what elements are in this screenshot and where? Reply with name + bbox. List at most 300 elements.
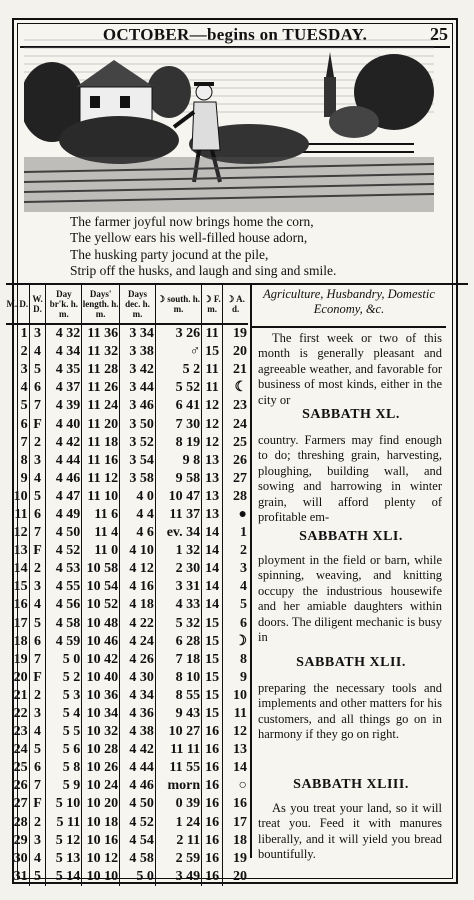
table-cell: 4: [20, 380, 28, 396]
table-cell: 4 30: [120, 669, 156, 687]
table-cell: 10 32: [82, 723, 120, 741]
table-cell: 0 39: [155, 795, 201, 813]
table-cell: 3 44: [120, 379, 156, 397]
table-cell: 13: [202, 470, 223, 488]
header-days-dec: Days dec. h. m.: [120, 285, 156, 324]
table-cell: 7: [20, 434, 28, 450]
table-cell: ev. 34: [155, 524, 201, 542]
table-row: [6, 324, 248, 343]
table-cell: 7: [29, 777, 46, 795]
table-cell: 6: [29, 379, 46, 397]
table-row: [6, 759, 248, 777]
table-cell: 4 35: [46, 361, 82, 379]
table-cell: 18: [223, 832, 248, 850]
table-cell: 10 18: [82, 814, 120, 832]
table-cell: 3: [29, 578, 46, 596]
table-cell: 7: [29, 524, 46, 542]
table-row: [6, 615, 248, 633]
table-cell: 4 33: [155, 596, 201, 614]
table-cell: 10 36: [82, 687, 120, 705]
table-cell: 12: [202, 434, 223, 452]
table-cell: 11: [202, 324, 223, 343]
table-cell: ●: [223, 506, 248, 524]
table-cell: 4 55: [46, 578, 82, 596]
table-cell: 2 59: [155, 850, 201, 868]
table-cell: 5 6: [46, 741, 82, 759]
paragraph: As you treat your land, so it will treat you. Feed it with manures liberally, and it will yield you bread bountifully.: [258, 801, 442, 862]
table-cell: 5: [29, 868, 46, 886]
table-cell: 4 4: [120, 506, 156, 524]
table-cell: ☾: [223, 379, 248, 397]
table-cell: 17: [13, 615, 28, 631]
table-cell: 3: [20, 362, 28, 378]
table-cell: 14: [202, 578, 223, 596]
table-row: [6, 397, 248, 415]
table-cell: 28: [13, 814, 28, 830]
table-cell: 9 8: [155, 452, 201, 470]
table-cell: 8 10: [155, 669, 201, 687]
table-cell: 4 38: [120, 723, 156, 741]
table-cell: 2: [29, 560, 46, 578]
table-cell: 10 16: [82, 832, 120, 850]
poem-line: The husking party jocund at the pile,: [70, 246, 269, 262]
table-cell: 11: [202, 379, 223, 397]
table-cell: 11 0: [82, 542, 120, 560]
header-day-break: Day br'k. h. m.: [46, 285, 82, 324]
table-cell: 16: [202, 814, 223, 832]
table-cell: 5: [29, 361, 46, 379]
table-cell: 4 50: [46, 524, 82, 542]
table-cell: 5 2: [46, 669, 82, 687]
table-cell: 11 11: [155, 741, 201, 759]
column-divider: [250, 285, 252, 858]
table-cell: 11 4: [82, 524, 120, 542]
table-cell: 10 54: [82, 578, 120, 596]
table-cell: 11 26: [82, 379, 120, 397]
table-cell: 12: [202, 415, 223, 433]
table-cell: 6 41: [155, 397, 201, 415]
table-cell: 10 42: [82, 651, 120, 669]
table-cell: 1: [223, 524, 248, 542]
table-cell: 6: [20, 416, 28, 432]
table-row: [6, 669, 248, 687]
table-row: [6, 596, 248, 614]
table-cell: 3 46: [120, 397, 156, 415]
table-cell: 23: [223, 397, 248, 415]
commentary-column: [256, 285, 446, 862]
table-cell: 13: [202, 488, 223, 506]
sabbath-heading: SABBATH XL.: [302, 407, 400, 422]
table-cell: 4: [223, 578, 248, 596]
table-cell: 5 32: [155, 615, 201, 633]
poem-stanza: [70, 214, 430, 280]
table-cell: 4 16: [120, 578, 156, 596]
table-cell: 9: [20, 470, 28, 486]
table-cell: 5 4: [46, 705, 82, 723]
table-header-row: [6, 285, 248, 324]
table-cell: 3 38: [120, 343, 156, 361]
table-cell: 4 46: [120, 777, 156, 795]
table-row: [6, 379, 248, 397]
table-cell: F: [29, 795, 46, 813]
table-cell: 21: [223, 361, 248, 379]
table-cell: 4 34: [46, 343, 82, 361]
table-cell: 20: [223, 868, 248, 886]
table-cell: 11 28: [82, 361, 120, 379]
table-row: [6, 434, 248, 452]
table-cell: 4 40: [46, 415, 82, 433]
table-cell: 10 52: [82, 596, 120, 614]
table-cell: 9 43: [155, 705, 201, 723]
table-cell: 15: [202, 687, 223, 705]
poem-line: Strip off the husks, and laugh and sing and smile.: [70, 263, 337, 279]
paragraph: preparing the necessary tools and implements and other matters for his customers, and all things go on in harmony if they go on right.: [258, 681, 442, 742]
table-cell: 4 37: [46, 379, 82, 397]
table-row: [6, 452, 248, 470]
table-cell: 1 24: [155, 814, 201, 832]
table-cell: 3 31: [155, 578, 201, 596]
table-cell: 4: [29, 470, 46, 488]
table-cell: 28: [223, 488, 248, 506]
table-cell: 15: [202, 343, 223, 361]
table-cell: 11: [14, 506, 28, 522]
table-cell: 23: [13, 724, 28, 740]
table-cell: 4 34: [120, 687, 156, 705]
table-cell: 11 16: [82, 452, 120, 470]
table-row: [6, 741, 248, 759]
table-cell: 11: [202, 361, 223, 379]
table-cell: 25: [223, 434, 248, 452]
table-cell: 11 24: [82, 397, 120, 415]
table-cell: 25: [13, 760, 28, 776]
table-cell: 4 49: [46, 506, 82, 524]
table-cell: 14: [223, 759, 248, 777]
table-cell: 16: [223, 795, 248, 813]
table-cell: 11 10: [82, 488, 120, 506]
table-cell: 4 54: [120, 832, 156, 850]
table-cell: 4 44: [46, 452, 82, 470]
table-row: [6, 361, 248, 379]
table-cell: 4 52: [120, 814, 156, 832]
table-cell: 16: [202, 723, 223, 741]
table-row: [6, 723, 248, 741]
table-row: [6, 832, 248, 850]
table-cell: 27: [13, 796, 28, 812]
table-cell: 5 13: [46, 850, 82, 868]
table-cell: 10 48: [82, 615, 120, 633]
table-cell: 12: [223, 723, 248, 741]
header-days-length: Days' length. h. m.: [82, 285, 120, 324]
table-cell: 19: [13, 651, 28, 667]
table-cell: 10 12: [82, 850, 120, 868]
table-cell: 8 19: [155, 434, 201, 452]
table-cell: 2: [29, 814, 46, 832]
sabbath-heading: SABBATH XLII.: [296, 655, 406, 670]
table-cell: 5 2: [155, 361, 201, 379]
table-cell: 19: [223, 850, 248, 868]
table-cell: 5: [20, 398, 28, 414]
table-cell: F: [29, 542, 46, 560]
table-cell: 4 53: [46, 560, 82, 578]
sabbath-heading: SABBATH XLIII.: [293, 777, 409, 792]
table-cell: 2: [223, 542, 248, 560]
table-cell: 6 28: [155, 633, 201, 651]
table-row: [6, 687, 248, 705]
table-cell: 5: [29, 741, 46, 759]
table-cell: 22: [13, 706, 28, 722]
poem-line: The yellow ears his well-filled house adorn,: [70, 230, 308, 246]
table-cell: 6: [223, 615, 248, 633]
table-cell: 14: [202, 560, 223, 578]
table-cell: 8: [223, 651, 248, 669]
table-cell: 13: [202, 452, 223, 470]
table-cell: 3: [29, 324, 46, 343]
table-cell: 5 11: [46, 814, 82, 832]
table-cell: 4 18: [120, 596, 156, 614]
table-cell: 7: [29, 651, 46, 669]
table-cell: 11 36: [82, 324, 120, 343]
table-cell: 3 50: [120, 415, 156, 433]
table-row: [6, 470, 248, 488]
table-row: [6, 578, 248, 596]
table-cell: 10: [223, 687, 248, 705]
table-cell: 4 46: [46, 470, 82, 488]
table-cell: 4 39: [46, 397, 82, 415]
table-row: [6, 795, 248, 813]
table-row: [6, 777, 248, 795]
table-cell: 16: [202, 777, 223, 795]
table-cell: 31: [13, 868, 28, 884]
table-cell: 3: [29, 452, 46, 470]
table-cell: 4 58: [46, 615, 82, 633]
table-cell: F: [29, 669, 46, 687]
table-cell: 2: [29, 434, 46, 452]
table-cell: 7: [29, 397, 46, 415]
table-cell: 11 20: [82, 415, 120, 433]
table-cell: 3 54: [120, 452, 156, 470]
table-cell: 5 12: [46, 832, 82, 850]
table-cell: 5: [29, 488, 46, 506]
table-cell: 3 49: [155, 868, 201, 886]
table-cell: 10 58: [82, 560, 120, 578]
table-cell: 4 42: [46, 434, 82, 452]
table-cell: 29: [13, 832, 28, 848]
table-cell: 11 18: [82, 434, 120, 452]
table-cell: 12: [202, 397, 223, 415]
table-cell: 11 6: [82, 506, 120, 524]
table-cell: 26: [223, 452, 248, 470]
table-cell: 5 5: [46, 723, 82, 741]
table-cell: 18: [13, 633, 28, 649]
table-cell: 16: [202, 868, 223, 886]
table-row: [6, 506, 248, 524]
table-row: [6, 343, 248, 361]
page-number: 25: [430, 24, 448, 44]
table-cell: 10 46: [82, 633, 120, 651]
table-cell: ☽: [223, 633, 248, 651]
table-cell: 13: [223, 741, 248, 759]
table-cell: 1: [20, 326, 28, 342]
header-moon-f: ☽ F. m.: [202, 285, 223, 324]
table-row: [6, 850, 248, 868]
table-cell: 10 24: [82, 777, 120, 795]
table-cell: 4 59: [46, 633, 82, 651]
table-cell: 4 50: [120, 795, 156, 813]
table-cell: 13: [13, 543, 28, 559]
table-row: [6, 542, 248, 560]
table-cell: 12: [13, 525, 28, 541]
table-cell: 19: [223, 324, 248, 343]
table-cell: 10: [13, 488, 28, 504]
table-cell: 4 36: [120, 705, 156, 723]
poem-line: The farmer joyful now brings home the corn,: [70, 214, 314, 229]
header-moon-south: ☽ south. h. m.: [155, 285, 201, 324]
table-cell: 21: [13, 687, 28, 703]
table-cell: 4 0: [120, 488, 156, 506]
table-cell: 9: [223, 669, 248, 687]
table-cell: 3 34: [120, 324, 156, 343]
table-cell: 20: [13, 669, 28, 685]
table-cell: morn: [155, 777, 201, 795]
table-cell: 2 30: [155, 560, 201, 578]
table-cell: 15: [13, 579, 28, 595]
table-cell: 11 55: [155, 759, 201, 777]
table-cell: 15: [202, 705, 223, 723]
table-cell: F: [29, 415, 46, 433]
table-cell: 10 20: [82, 795, 120, 813]
table-cell: 16: [202, 850, 223, 868]
table-cell: 5 3: [46, 687, 82, 705]
table-cell: 14: [202, 596, 223, 614]
table-cell: 4 52: [46, 542, 82, 560]
month-title: OCTOBER—begins on TUESDAY.: [102, 25, 368, 44]
calendar-table: [6, 285, 248, 886]
table-cell: 1 32: [155, 542, 201, 560]
table-cell: 6: [29, 633, 46, 651]
heading-rule: [250, 326, 446, 328]
table-cell: 5 9: [46, 777, 82, 795]
table-cell: 7 30: [155, 415, 201, 433]
table-cell: 3 26: [155, 324, 201, 343]
table-cell: 4 32: [46, 324, 82, 343]
table-cell: 11 12: [82, 470, 120, 488]
table-cell: 15: [202, 669, 223, 687]
table-cell: 4: [29, 596, 46, 614]
table-cell: 4 24: [120, 633, 156, 651]
table-cell: 10 26: [82, 759, 120, 777]
table-cell: 10 28: [82, 741, 120, 759]
table-cell: 16: [202, 741, 223, 759]
table-cell: 4 47: [46, 488, 82, 506]
table-cell: 27: [223, 470, 248, 488]
calendar-body: [6, 324, 248, 886]
table-cell: 4 56: [46, 596, 82, 614]
header-week-day: W. D.: [29, 285, 46, 324]
table-cell: 3: [29, 705, 46, 723]
paragraph: country. Farmers may find enough to do; threshing grain, harvesting, ploughing, building wall, and sowing and harrowing in winter grain, will afford plenty of profitable em-: [258, 433, 442, 525]
table-row: [6, 560, 248, 578]
table-cell: 10 27: [155, 723, 201, 741]
table-cell: 7 18: [155, 651, 201, 669]
table-cell: 14: [202, 542, 223, 560]
woodcut-illustration: [24, 32, 434, 212]
table-cell: 5 52: [155, 379, 201, 397]
table-cell: ○: [223, 777, 248, 795]
table-cell: 16: [202, 759, 223, 777]
table-cell: 16: [13, 597, 28, 613]
table-cell: 3 52: [120, 434, 156, 452]
table-cell: 5 0: [46, 651, 82, 669]
table-cell: 4 10: [120, 542, 156, 560]
table-cell: 4 58: [120, 850, 156, 868]
table-cell: 4: [29, 723, 46, 741]
sabbath-heading: SABBATH XLI.: [299, 529, 403, 544]
table-row: [6, 633, 248, 651]
table-cell: 10 40: [82, 669, 120, 687]
table-cell: 4 44: [120, 759, 156, 777]
table-cell: 24: [13, 742, 28, 758]
table-cell: 3 58: [120, 470, 156, 488]
table-cell: 5: [29, 615, 46, 633]
table-cell: 13: [202, 506, 223, 524]
table-cell: 8 55: [155, 687, 201, 705]
table-cell: 24: [223, 415, 248, 433]
table-row: [6, 524, 248, 542]
table-cell: 8: [20, 452, 28, 468]
table-row: [6, 488, 248, 506]
table-row: [6, 705, 248, 723]
table-cell: 11: [223, 705, 248, 723]
table-cell: 15: [202, 633, 223, 651]
table-row: [6, 868, 248, 886]
table-cell: ♂: [155, 343, 201, 361]
table-cell: 3: [223, 560, 248, 578]
table-cell: 4 6: [120, 524, 156, 542]
table-row: [6, 814, 248, 832]
table-cell: 5: [223, 596, 248, 614]
table-cell: 14: [202, 524, 223, 542]
table-cell: 16: [202, 832, 223, 850]
table-cell: 11 32: [82, 343, 120, 361]
paragraph: The first week or two of this month is generally pleasant and agreeable weather, and favorable for business of most kinds, either in the city or: [258, 331, 442, 407]
table-cell: 2 11: [155, 832, 201, 850]
table-cell: 4: [29, 343, 46, 361]
column-heading: Agriculture, Husbandry, Domestic Economy, &c.: [263, 287, 435, 316]
table-cell: 4 12: [120, 560, 156, 578]
table-cell: 10 47: [155, 488, 201, 506]
table-cell: 30: [13, 850, 28, 866]
table-cell: 4 26: [120, 651, 156, 669]
table-cell: 10 34: [82, 705, 120, 723]
table-cell: 16: [202, 795, 223, 813]
table-cell: 5 14: [46, 868, 82, 886]
calendar-table-wrap: [6, 285, 248, 884]
table-cell: 10 10: [82, 868, 120, 886]
table-cell: 4 22: [120, 615, 156, 633]
table-cell: 15: [202, 615, 223, 633]
table-cell: 6: [29, 506, 46, 524]
table-cell: 9 58: [155, 470, 201, 488]
header-month-day: M. D.: [6, 285, 29, 324]
table-cell: 20: [223, 343, 248, 361]
table-cell: 4 42: [120, 741, 156, 759]
table-cell: 11 37: [155, 506, 201, 524]
table-cell: 5 8: [46, 759, 82, 777]
paragraph: ployment in the field or barn, while spinning, weaving, and knitting occupy the industrious housewife and her amiable daughters within doors. The diligent mechanic is busy in: [258, 553, 442, 645]
table-row: [6, 415, 248, 433]
table-cell: 3 42: [120, 361, 156, 379]
table-cell: 3: [29, 832, 46, 850]
